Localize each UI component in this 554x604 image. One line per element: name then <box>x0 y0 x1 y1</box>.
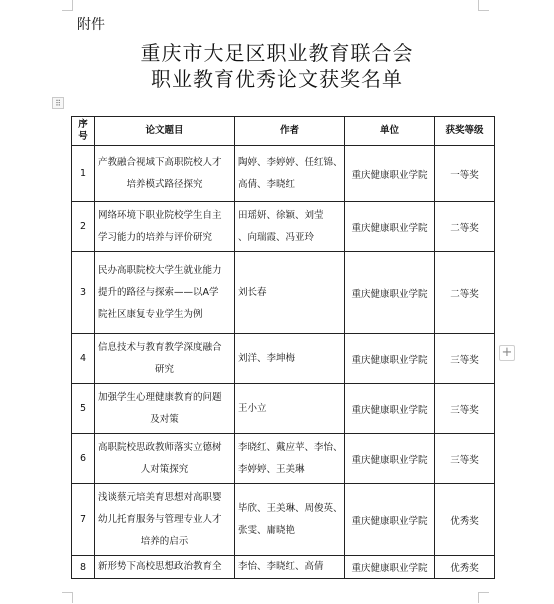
cell-award-level: 三等奖 <box>435 384 495 434</box>
cell-paper-title <box>95 334 235 384</box>
cell-author <box>235 334 345 384</box>
author-line: 张雯、庸晓艳 <box>238 524 296 536</box>
cell-award-level: 一等奖 <box>435 146 495 202</box>
cell-author <box>235 556 345 579</box>
cell-paper-title <box>95 384 235 434</box>
cell-author <box>235 202 345 252</box>
author-line: 王小立 <box>238 402 267 414</box>
cell-paper-title <box>95 484 235 556</box>
table-row <box>72 252 495 334</box>
paper-title-line: 高职院校思政教师落实立德树 <box>98 441 222 453</box>
cell-serial-number: 6 <box>72 434 95 484</box>
header-serial-number <box>72 117 95 146</box>
cell-author <box>235 484 345 556</box>
document-title-line1: 重庆市大足区职业教育联合会 <box>140 41 414 65</box>
table-header-row <box>72 117 495 146</box>
award-table <box>71 116 495 579</box>
table-move-handle-icon[interactable]: ⠿ <box>52 97 64 109</box>
cell-unit: 重庆健康职业学院 <box>345 252 435 334</box>
table-row <box>72 334 495 384</box>
header-unit: 单位 <box>345 117 435 146</box>
cell-paper-title <box>95 252 235 334</box>
attachment-label: 附件 <box>77 17 105 33</box>
author-line: 李怡、李晓红、高倩 <box>238 561 324 572</box>
paper-title-line: 及对策 <box>150 413 179 425</box>
header-paper-title: 论文题目 <box>95 117 235 146</box>
cell-author <box>235 434 345 484</box>
cell-author <box>235 384 345 434</box>
author-line: 刘长春 <box>238 286 267 298</box>
cell-paper-title <box>95 434 235 484</box>
paper-title-line: 浅谈蔡元培美育思想对高职婴 <box>98 491 222 503</box>
cell-unit: 重庆健康职业学院 <box>345 556 435 579</box>
paper-title-line: 新形势下高校思想政治教育全 <box>98 561 222 572</box>
paper-title-line: 幼儿托育服务与管理专业人才 <box>98 513 222 525</box>
header-serial-line1: 序 <box>78 119 88 130</box>
paper-title-line: 培养模式路径探究 <box>126 178 203 190</box>
cell-award-level: 优秀奖 <box>435 556 495 579</box>
paper-title-line: 网络环境下职业院校学生自主 <box>98 209 222 221</box>
author-line: 、向瑞霞、冯亚玲 <box>238 231 315 243</box>
paper-title-line: 学习能力的培养与评价研究 <box>98 231 213 243</box>
cell-serial-number: 5 <box>72 384 95 434</box>
cell-award-level: 二等奖 <box>435 202 495 252</box>
table-row <box>72 484 495 556</box>
add-row-plus-icon[interactable]: + <box>499 345 515 361</box>
table-row <box>72 556 495 579</box>
cell-paper-title <box>95 556 235 579</box>
cell-unit: 重庆健康职业学院 <box>345 334 435 384</box>
cell-award-level: 优秀奖 <box>435 484 495 556</box>
cell-paper-title <box>95 202 235 252</box>
paper-title-line: 培养的启示 <box>140 535 189 547</box>
document-title-line2: 职业教育优秀论文获奖名单 <box>151 67 403 91</box>
cell-award-level: 三等奖 <box>435 334 495 384</box>
author-line: 陶婷、李婷婷、任红锦、 <box>238 156 343 168</box>
paper-title-line: 院社区康复专业学生为例 <box>98 308 203 320</box>
header-author: 作者 <box>235 117 345 146</box>
author-line: 刘洋、李坤梅 <box>238 352 296 364</box>
crop-mark-bottom-right <box>478 592 489 603</box>
cell-paper-title <box>95 146 235 202</box>
paper-title-line: 研究 <box>154 363 174 375</box>
cell-serial-number: 7 <box>72 484 95 556</box>
cell-serial-number: 4 <box>72 334 95 384</box>
author-line: 李晓红、戴应苹、李怡、 <box>238 441 343 453</box>
paper-title-line: 信息技术与教育教学深度融合 <box>98 341 222 353</box>
table-row <box>72 384 495 434</box>
crop-mark-top-left <box>62 0 73 11</box>
author-line: 田瑶妍、徐颖、刘莹 <box>238 209 324 221</box>
paper-title-line: 民办高职院校大学生就业能力 <box>98 264 222 276</box>
table-row <box>72 202 495 252</box>
crop-mark-top-right <box>478 0 489 11</box>
cell-serial-number: 2 <box>72 202 95 252</box>
crop-mark-bottom-left <box>62 592 73 603</box>
paper-title-line: 提升的路径与探索——以A学 <box>98 286 219 298</box>
table-row <box>72 434 495 484</box>
cell-serial-number: 8 <box>72 556 95 579</box>
author-line: 毕欣、王美琳、周俊英、 <box>238 502 343 514</box>
cell-author <box>235 146 345 202</box>
cell-unit: 重庆健康职业学院 <box>345 484 435 556</box>
cell-unit: 重庆健康职业学院 <box>345 202 435 252</box>
author-line: 李婷婷、王美琳 <box>238 463 305 475</box>
paper-title-line: 加强学生心理健康教育的问题 <box>98 391 222 403</box>
cell-award-level: 二等奖 <box>435 252 495 334</box>
cell-unit: 重庆健康职业学院 <box>345 434 435 484</box>
cell-unit: 重庆健康职业学院 <box>345 146 435 202</box>
paper-title-line: 人对策探究 <box>140 463 189 475</box>
cell-award-level: 三等奖 <box>435 434 495 484</box>
cell-serial-number: 1 <box>72 146 95 202</box>
author-line: 高倩、李晓红 <box>238 178 296 190</box>
cell-serial-number: 3 <box>72 252 95 334</box>
cell-unit: 重庆健康职业学院 <box>345 384 435 434</box>
paper-title-line: 产教融合视域下高职院校人才 <box>98 156 222 168</box>
header-award-level: 获奖等级 <box>435 117 495 146</box>
cell-author <box>235 252 345 334</box>
table-row <box>72 146 495 202</box>
header-serial-line2: 号 <box>78 131 88 142</box>
